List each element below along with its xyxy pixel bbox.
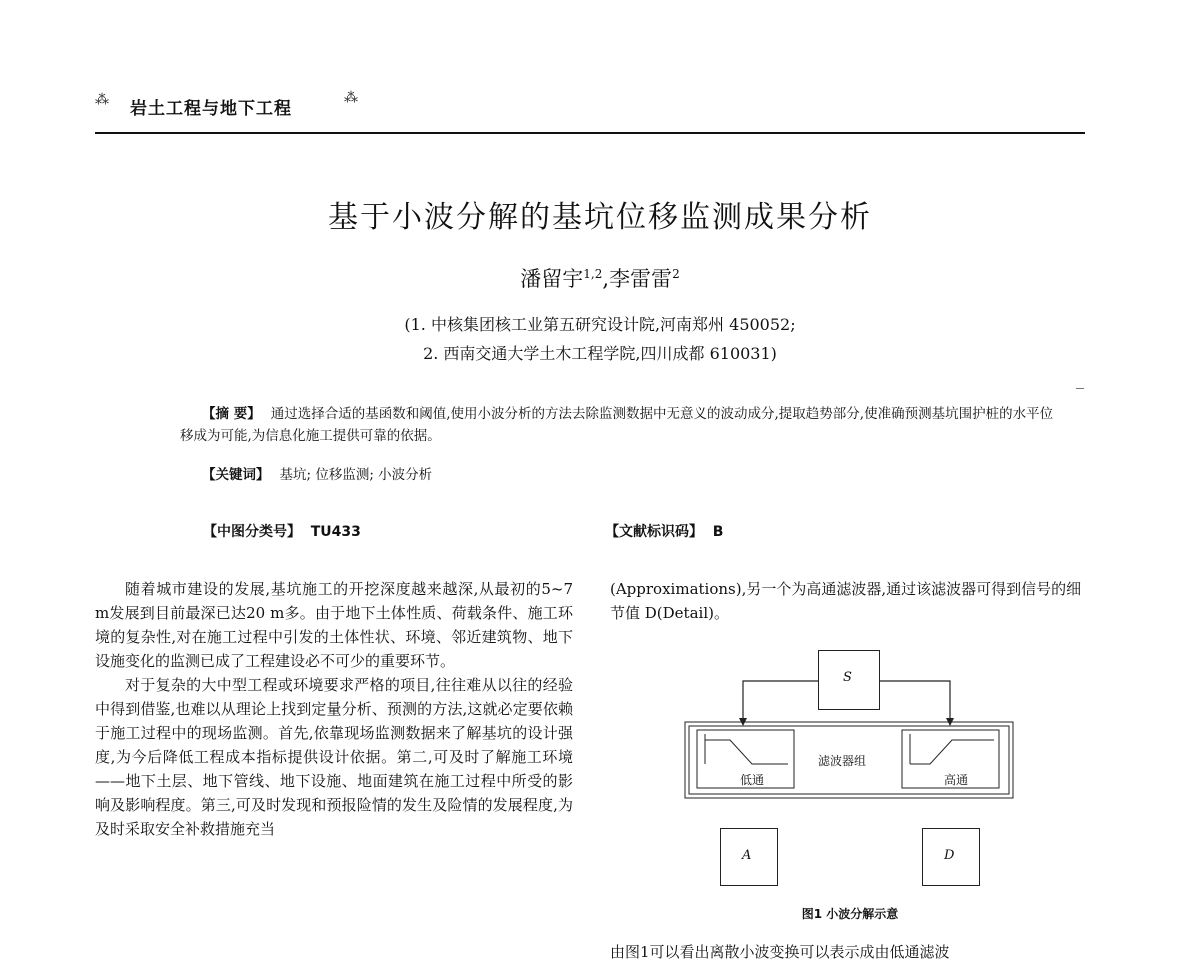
- right-column: [610, 577, 1088, 625]
- lowpass-label: 低通: [740, 773, 765, 787]
- clc-number: [203, 521, 361, 541]
- approximation-a-label: A: [742, 848, 752, 863]
- approximation-a-box: [720, 828, 778, 886]
- affiliation-line-2: 2. 西南交通大学土木工程学院,四川成都 610031): [423, 344, 777, 363]
- author-line: [0, 263, 1200, 293]
- left-column: [95, 577, 573, 841]
- author-name: 李雷雷: [609, 267, 673, 291]
- affiliation-line-1: (1. 中核集团核工业第五研究设计院,河南郑州 450052;: [404, 315, 796, 334]
- abstract-text: 通过选择合适的基函数和阈值,使用小波分析的方法去除监测数据中无意义的波动成分,提取趋势部分,使准确预测基坑围护桩的水平位移成为可能,为信息化施工提供可靠的依据。: [180, 406, 1054, 444]
- journal-section-name: 岩土工程与地下工程: [130, 99, 292, 119]
- author-affiliation-mark: 2: [672, 267, 680, 281]
- header-ornament-right-icon: ⁂: [344, 90, 358, 106]
- highpass-label: 高通: [944, 773, 969, 787]
- author-affiliation-mark: 1,2: [583, 267, 603, 281]
- author-separator: ,: [602, 267, 610, 291]
- keywords-label: 【关键词】: [202, 467, 270, 483]
- clc-label: 【中图分类号】: [203, 524, 301, 540]
- clc-value: TU433: [310, 524, 361, 540]
- article-title: 基于小波分解的基坑位移监测成果分析: [328, 200, 872, 235]
- margin-mark: [1076, 388, 1084, 389]
- detail-d-label: D: [944, 848, 955, 863]
- signal-s-box: [818, 650, 880, 710]
- detail-d-box: [922, 828, 980, 886]
- paragraph: (Approximations),另一个为高通滤波器,通过该滤波器可得到信号的细节值 D(Detail)。: [610, 580, 1082, 622]
- document-code-label: 【文献标识码】: [605, 524, 703, 540]
- abstract-label: 【摘 要】: [202, 406, 261, 422]
- header-rule: [95, 132, 1085, 134]
- figure-caption: 图1 小波分解示意: [801, 907, 899, 921]
- author-name: 潘留宇: [520, 267, 584, 291]
- paragraph: 随着城市建设的发展,基坑施工的开挖深度越来越深,从最初的5~7 m发展到目前最深已达20 m多。由于地下土体性质、荷载条件、施工环境的复杂性,对在施工过程中引发的土体性状、环境、邻近建筑物、地下设施变化的监测已成了工程建设必不可少的重要环节。: [95, 580, 573, 670]
- paragraph: 对于复杂的大中型工程或环境要求严格的项目,往往难从以往的经验中得到借鉴,也难以从理论上找到定量分析、预测的方法,这就必定要依赖于施工过程中的现场监测。首先,依靠现场监测数据来了解基坑的设计强度,为今后降低工程成本指标提供设计依据。第二,可及时了解施工环境——地下土层、地下管线、地下设施、地面建筑在施工过程中所受的影响及影响程度。第三,可及时发现和预报险情的发生及险情的发展程度,为及时采取安全补救措施充当: [95, 676, 573, 838]
- paragraph-start: 由图1可以看出离散小波变换可以表示成由低通滤波: [610, 943, 950, 961]
- document-code: [605, 521, 723, 541]
- signal-s-label: S: [843, 670, 852, 685]
- document-code-value: B: [712, 524, 724, 540]
- keywords: [202, 464, 432, 486]
- header-ornament-left-icon: ⁂: [95, 92, 109, 108]
- filter-bank-label: 滤波器组: [818, 754, 867, 768]
- abstract: [180, 403, 1060, 447]
- keywords-text: 基坑; 位移监测; 小波分析: [279, 467, 433, 483]
- figure-1: [660, 642, 1040, 932]
